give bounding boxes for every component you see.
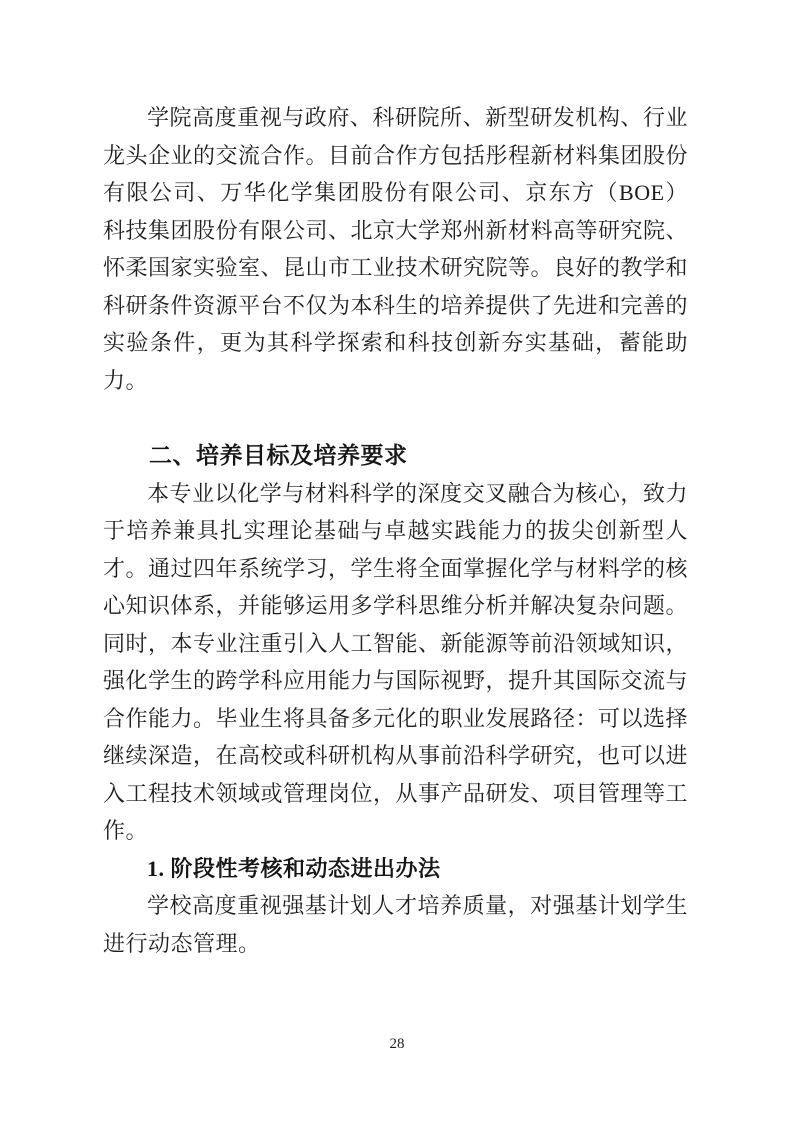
section-heading-training-objectives: 二、培养目标及培养要求: [149, 442, 408, 468]
paragraph-training-objectives: 本专业以化学与材料科学的深度交叉融合为核心，致力于培养兼具扎实理论基础与卓越实践能力的拔尖创新型人才。通过四年系统学习，学生将全面掌握化学与材料学的核心知识体系，并能够运用多学科思维分析并解决复杂问题。同时，本专业注重引入人工智能、新能源等前沿领域知识，强化学生的跨学科应用能力与国际视野，提升其国际交流与合作能力。毕业生将具备多元化的职业发展路径：可以选择继续深造，在高校或科研机构从事前沿科学研究，也可以进入工程技术领域或管理岗位，从事产品研发、项目管理等工作。: [103, 480, 689, 843]
subsection-heading-assessment-method: 1. 阶段性考核和动态进出办法: [147, 855, 441, 881]
page-number: 28: [389, 1036, 405, 1052]
page-content: [103, 99, 688, 962]
paragraph-cooperation: 学院高度重视与政府、科研院所、新型研发机构、行业龙头企业的交流合作。目前合作方包括彤程新材料集团股份有限公司、万华化学集团股份有限公司、京东方（BOE）科技集团股份有限公司、北京大学郑州新材料高等研究院、怀柔国家实验室、昆山市工业技术研究院等。良好的教学和科研条件资源平台不仅为本科生的培养提供了先进和完善的实验条件，更为其科学探索和科技创新夯实基础，蓄能助力。: [103, 105, 689, 393]
paragraph-dynamic-management: 学校高度重视强基计划人才培养质量，对强基计划学生进行动态管理。: [103, 893, 688, 956]
